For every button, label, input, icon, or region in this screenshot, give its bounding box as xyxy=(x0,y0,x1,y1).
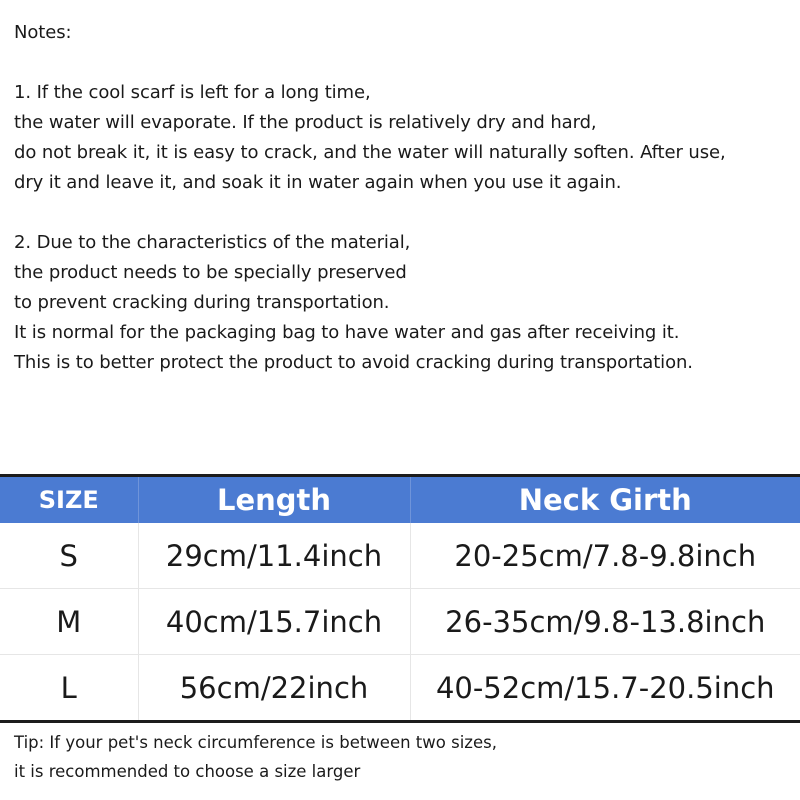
note-1-line-1: 1. If the cool scarf is left for a long time, xyxy=(14,82,371,103)
cell-neck-girth: 26-35cm/9.8-13.8inch xyxy=(410,589,800,655)
note-2-line-3: to prevent cracking during transportation. xyxy=(14,292,390,313)
notes-section xyxy=(14,18,794,378)
spacer xyxy=(14,198,794,228)
note-2-line-2: the product needs to be specially preserved xyxy=(14,262,407,283)
cell-size: S xyxy=(0,523,138,589)
cell-size: M xyxy=(0,589,138,655)
note-2-line-5: This is to better protect the product to avoid cracking during transportation. xyxy=(14,352,693,373)
table-row xyxy=(0,589,800,655)
cell-neck-girth: 40-52cm/15.7-20.5inch xyxy=(410,655,800,722)
note-1-line-3: do not break it, it is easy to crack, and the water will naturally soften. After use, xyxy=(14,142,726,163)
cell-neck-girth: 20-25cm/7.8-9.8inch xyxy=(410,523,800,589)
table-row xyxy=(0,655,800,722)
note-1-line-4: dry it and leave it, and soak it in water again when you use it again. xyxy=(14,172,622,193)
size-table xyxy=(0,474,800,723)
header-neck-girth: Neck Girth xyxy=(410,476,800,524)
tip-line-2: it is recommended to choose a size larger xyxy=(14,762,361,781)
note-2-line-1: 2. Due to the characteristics of the material, xyxy=(14,232,411,253)
header-length: Length xyxy=(138,476,410,524)
cell-length: 29cm/11.4inch xyxy=(138,523,410,589)
table-row xyxy=(0,523,800,589)
cell-length: 56cm/22inch xyxy=(138,655,410,722)
tip-section xyxy=(14,728,794,786)
note-1-line-2: the water will evaporate. If the product is relatively dry and hard, xyxy=(14,112,597,133)
size-table-header-row xyxy=(0,476,800,524)
note-2-line-4: It is normal for the packaging bag to have water and gas after receiving it. xyxy=(14,322,680,343)
tip-line-1: Tip: If your pet's neck circumference is between two sizes, xyxy=(14,733,497,752)
spacer xyxy=(14,48,794,78)
cell-size: L xyxy=(0,655,138,722)
cell-length: 40cm/15.7inch xyxy=(138,589,410,655)
notes-title: Notes: xyxy=(14,22,72,43)
header-size: SIZE xyxy=(0,476,138,524)
